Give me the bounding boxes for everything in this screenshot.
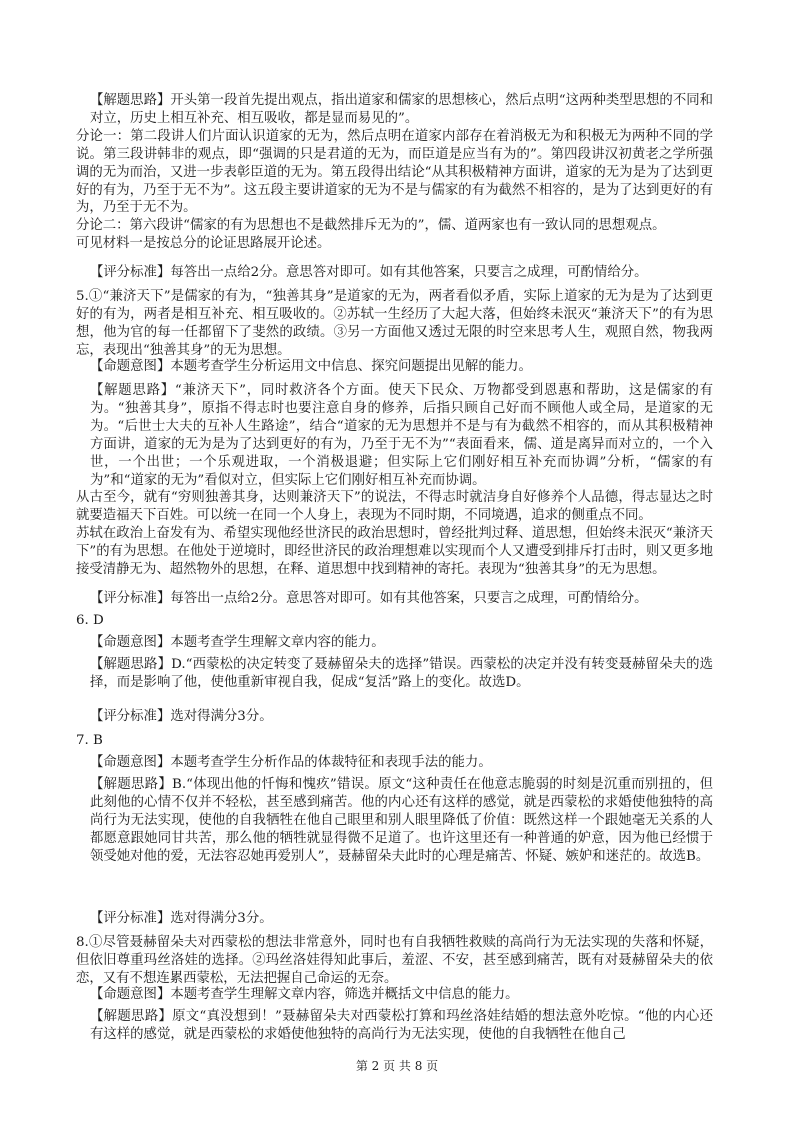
text-block [76,910,713,928]
text-block [76,590,713,608]
text-block [76,92,713,253]
text-block [76,358,713,376]
text-block [76,612,713,630]
text-block [76,934,713,988]
paragraph: 【评分标准】每答出一点给2分。意思答对即可。如有其他答案，只要言之成理，可酌情给分。 [90,591,648,606]
paragraph: 【命题意图】本题考查学生分析运用文中信息、探究问题提出见解的能力。 [90,359,532,374]
paragraph: 7. B [76,733,103,748]
paragraph: 【解题思路】“兼济天下”，同时救济各个方面。使天下民众、万物都受到恩惠和帮助，这是儒家的有为。“独善其身”，原指不得志时也要注意自身的修养，后指只顾自己好而不顾他人或全局，是道家的无为。“后世士大夫的互补人生路途”，结合“道家的无为思想并不是与有为截然不相容的，而从其积极精神方面讲，道家的无为是为了达到更好的有为，乃至于无不为”“表面看来，儒、道是离异而对立的，一个入世，一个出世；一个乐观进取，一个消极退避；但实际上它们刚好相互补充而协调”分析，“儒家的有为”和“道家的无为”看似对立，但实际上它们刚好相互补充而协调。 [90,383,713,488]
paragraph: 从古至今，就有“穷则独善其身，达则兼济天下”的说法，不得志时就洁身自好修养个人品德，得志显达之时就要造福天下百姓。可以统一在同一个人身上，表现为不同时期，不同境遇，追求的侧重点不同。 [76,490,713,524]
paragraph: 【命题意图】本题考查学生理解文章内容，筛选并概括文中信息的能力。 [90,987,519,1002]
text-block [76,656,713,692]
text-block [76,288,713,360]
text-block [76,634,713,652]
text-block [76,986,713,1004]
paragraph: 【命题意图】本题考查学生理解文章内容的能力。 [90,635,385,650]
text-block [76,754,713,772]
paragraph: 【解题思路】原文“真没想到！”聂赫留朵夫对西蒙松打算和玛丝洛娃结婚的想法意外吃惊。“他的内心还有这样的感觉，就是西蒙松的求婚使他独特的高尚行为无法实现，使他的自我牺牲在他自己 [90,1009,713,1042]
page-footer: 第 2 页 共 8 页 [355,1059,439,1073]
text-block [76,732,713,750]
paragraph: 【评分标准】每答出一点给2分。意思答对即可。如有其他答案，只要言之成理，可酌情给分。 [90,265,648,280]
paragraph: 【评分标准】选对得满分3分。 [90,911,273,926]
paragraph: 分论一：第二段讲人们片面认识道家的无为，然后点明在道家内部存在着消极无为和积极无为两种不同的学说。第三段讲韩非的观点，即“强调的只是君道的无为，而臣道是应当有为的”。第四段讲汉初黄老之学所强调的无为而治，又进一步表彰臣道的无为。第五段得出结论“从其积极精神方面讲，道家的无为是为了达到更好的有为，乃至于无不为”。这五段主要讲道家的无为不是与儒家的有为截然不相容的，是为了达到更好的有为，乃至于无不为。 [76,128,713,216]
paragraph: 分论二：第六段讲“儒家的有为思想也不是截然排斥无为的”，儒、道两家也有一致认同的思想观点。 [76,218,666,234]
paragraph: 可见材料一是按总分的论证思路展开论述。 [76,236,331,252]
paragraph: 6. D [76,613,104,628]
text-block [76,264,713,282]
text-block [76,708,713,726]
text-block [76,382,713,579]
paragraph: 【解题思路】D.“西蒙松的决定转变了聂赫留朵夫的选择”错误。西蒙松的决定并没有转变聂赫留朵夫的选择，而是影响了他，使他重新审视自我，促成“复活”路上的变化。故选D。 [90,657,713,690]
paragraph: 【解题思路】B.“体现出他的忏悔和愧疚”错误。原文“这种责任在他意志脆弱的时刻是沉重而别扭的，但此刻他的心情不仅并不轻松，甚至感到痛苦。他的内心还有这样的感觉，就是西蒙松的求婚使他独特的高尚行为无法实现，使他的自我牺牲在他自己眼里和别人眼里降低了价值：既然这样一个跟她毫无关系的人都愿意跟她同甘共苦，那么他的牺牲就显得微不足道了。也许这里还有一种普通的妒意，因为他已经惯于领受她对他的爱，无法容忍她再爱别人”，聂赫留朵夫此时的心理是痛苦、怀疑、嫉妒和迷茫的。故选B。 [90,777,713,864]
text-block [76,1008,713,1044]
text-block [76,776,713,866]
paragraph: 5.①“兼济天下”是儒家的有为，“独善其身”是道家的无为，两者看似矛盾，实际上道家的无为是为了达到更好的有为，两者是相互补充、相互吸收的。②苏轼一生经历了大起大落，但始终未泯灭“兼济天下”的有为思想，他为官的每一任都留下了斐然的政绩。③另一方面他又透过无限的时空来思考人生，观照自然，物我两忘，表现出“独善其身”的无为思想。 [76,289,713,358]
paragraph: 【命题意图】本题考查学生分析作品的体裁特征和表现手法的能力。 [90,755,492,770]
paragraph: 苏轼在政治上奋发有为、希望实现他经世济民的政治思想时，曾经批判过释、道思想，但始终未泯灭“兼济天下”的有为思想。在他处于逆境时，即经世济民的政治理想难以实现而个人又遭受到排斥打击时，则又更多地接受清静无为、超然物外的思想，在释、道思想中找到精神的寄托。表现为“独善其身”的无为思想。 [76,526,713,578]
paragraph: 8.①尽管聂赫留朵夫对西蒙松的想法非常意外，同时也有自我牺牲救赎的高尚行为无法实现的失落和怀疑，但依旧尊重玛丝洛娃的选择。②玛丝洛娃得知此事后，羞涩、不安，甚至感到痛苦，既有对聂赫留朵夫的依恋，又有不想连累西蒙松，无法把握自己命运的无奈。 [76,935,713,986]
paragraph: 【评分标准】选对得满分3分。 [90,709,273,724]
paragraph: 【解题思路】开头第一段首先提出观点，指出道家和儒家的思想核心，然后点明“这两种类型思想的不同和对立，历史上相互补充、相互吸收，都是显而易见的”。 [90,93,713,126]
